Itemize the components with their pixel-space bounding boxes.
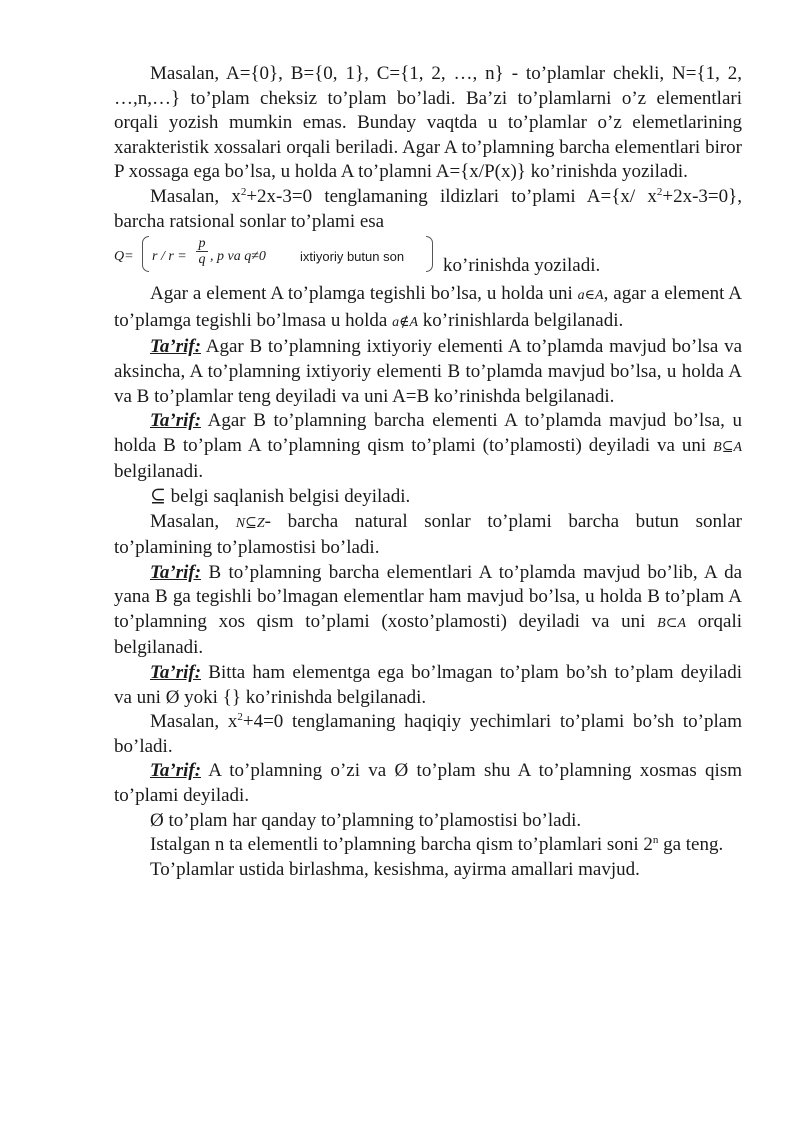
math-not-element-of: a∉A — [392, 314, 419, 330]
text-fragment: Bitta ham elementga ega bo’lmagan to’plam bo’sh to’plam deyiladi va uni Ø yoki {} ko’rinishda belgilanadi. — [114, 662, 742, 708]
superscript: 2 — [240, 185, 247, 198]
formula-integer-text: ixtiyoriy butun son — [300, 249, 405, 265]
fraction-p-over-q — [196, 236, 208, 267]
text-fragment: ko’rinishlarda belgilanadi. — [422, 309, 624, 331]
text-fragment: Istalgan n ta elementli to’plamning barcha qism to’plamlari soni 2 — [150, 834, 653, 856]
left-brace — [142, 236, 149, 272]
text-fragment: B to’plamning barcha elementlari A to’plamda mavjud bo’lib, A da yana B ga tegishli bo’lmagan elementlar ham mavjud bo’lsa, u holda B to’plam A to’plamning xos qism to’plami (xosto’plamosti) deyiladi va uni — [114, 561, 743, 632]
paragraph-example-roots — [114, 185, 742, 234]
definition-proper-subset — [114, 561, 742, 661]
definition-subset — [114, 409, 742, 485]
text-fragment: Agar B to’plamning ixtiyoriy elementi A to’plamda mavjud bo’lsa va aksincha, A to’plamning ixtiyoriy elementi B to’plamda mavjud bo’lsa, u holda A va B to’plamlar teng deyiladi va uni A=B ko’rinishda belgilanadi. — [114, 336, 742, 407]
paragraph-subset-sign: ⊆ belgi saqlanish belgisi deyiladi. — [150, 485, 411, 507]
text-fragment: , agar a element A to’plamga tegishli bo’lmasa u holda — [114, 283, 742, 331]
definition-label: Ta’rif: — [150, 410, 202, 432]
paragraph-set-operations: To’plamlar ustida birlashma, kesishma, ayirma amallari mavjud. — [150, 858, 640, 880]
superscript: 2 — [656, 185, 663, 198]
paragraph-example-empty — [114, 710, 742, 759]
math-n-subset-z: N⊆Z — [235, 515, 265, 531]
superscript: n — [652, 834, 659, 847]
definition-label: Ta’rif: — [150, 561, 202, 583]
definition-equal-sets — [114, 335, 742, 409]
formula-line-rationals — [114, 234, 742, 282]
right-brace — [426, 236, 433, 272]
text-fragment: Agar a element A to’plamga tegishli bo’lsa, u holda uni — [150, 283, 573, 305]
text-fragment: orqali belgilanadi. — [114, 610, 743, 659]
math-element-of: a∈A — [577, 288, 604, 304]
definition-empty-set — [114, 661, 742, 710]
formula-q: Q= — [114, 249, 134, 265]
superscript: 2 — [237, 711, 243, 724]
paragraph-finite-infinite-sets: Masalan, A={0}, B={0, 1}, C={1, 2, …, n} - to’plamlar chekli, N={1, 2, …,n,…} to’plam cheksiz to’plam bo’ladi. Ba’zi to’plamlarni o’z elementlari orqali yozish mumkin emas. Bunday vaqtda u to’plamlar o’z elemetlarining xarakteristik xossalari orqali beriladi. Agar A to’plamning barcha elementlari biror P xossaga ega bo’lsa, u holda A to’plamni A={x/P(x)} ko’rinishda yoziladi. — [114, 63, 742, 183]
text-fragment: ko’rinishda yoziladi. — [443, 255, 601, 277]
paragraph-membership — [114, 282, 742, 335]
definition-label: Ta’rif: — [150, 336, 202, 358]
text-fragment: belgilanadi. — [114, 461, 204, 483]
text-fragment: ga teng. — [663, 834, 724, 856]
text-fragment: +4=0 tenglamaning haqiqiy yechimlari to’plami bo’sh to’plam bo’ladi. — [114, 711, 742, 757]
formula-r: r / r = — [152, 249, 187, 265]
paragraph-example-natural — [114, 510, 742, 561]
fraction-denominator: q — [198, 252, 206, 268]
paragraph-empty-subset: Ø to’plam har qanday to’plamning to’plamostisi bo’ladi. — [150, 809, 582, 831]
fraction-numerator: p — [198, 236, 206, 252]
paragraph-subset-count — [114, 833, 742, 858]
text-fragment: A to’plamning o’zi va Ø to’plam shu A to’plamning xosmas qism to’plami deyiladi. — [114, 760, 743, 807]
formula-condition: , p va q≠0 — [210, 249, 266, 265]
math-proper-subset: B⊂A — [657, 615, 686, 631]
text-fragment: Masalan, x — [150, 711, 238, 733]
text-fragment: +2x-3=0 tenglamaning ildizlari to’plami A={x/ x — [246, 185, 657, 207]
document-page — [114, 62, 742, 882]
definition-label: Ta’rif: — [150, 760, 202, 782]
math-subset-eq: B⊆A — [713, 439, 742, 455]
definition-improper-subset — [114, 759, 742, 808]
text-fragment: - barcha natural sonlar to’plami barcha butun sonlar to’plamining to’plamostisi bo’ladi. — [114, 510, 743, 559]
definition-label: Ta’rif: — [150, 662, 202, 684]
text-fragment: Masalan, — [150, 510, 220, 532]
text-fragment: +2x-3=0}, barcha ratsional sonlar to’plami esa — [114, 185, 742, 232]
text-fragment: Masalan, x — [150, 185, 241, 207]
text-fragment: Agar B to’plamning barcha elementi A to’plamda mavjud bo’lsa, u holda B to’plam A to’plamning qism to’plami (to’plamosti) deyiladi va uni — [114, 410, 743, 456]
